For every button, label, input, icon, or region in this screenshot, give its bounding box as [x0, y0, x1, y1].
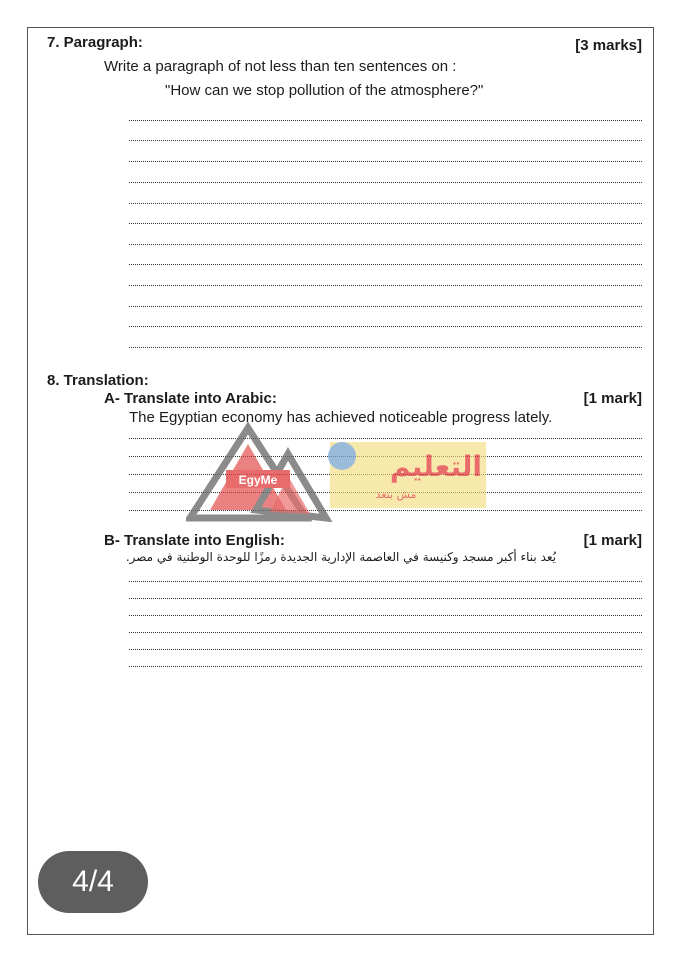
q8b-sentence: يُعد بناء أكبر مسجد وكنيسة في العاصمة الإدارية الجديدة رمزًا للوحدة الوطنية في مصر.	[125, 550, 556, 564]
q8a-heading: A- Translate into Arabic:	[104, 390, 277, 407]
logo-text-left: EgyMe	[238, 473, 278, 487]
answer-line	[129, 202, 642, 204]
answer-line	[129, 222, 642, 224]
answer-line	[129, 631, 642, 633]
q7-instruction: Write a paragraph of not less than ten sentences on :	[104, 58, 457, 75]
logo-text-right: التعليم	[389, 450, 482, 483]
answer-line	[129, 346, 642, 348]
answer-line	[129, 325, 642, 327]
q7-topic: "How can we stop pollution of the atmosphere?"	[165, 82, 484, 99]
answer-line	[129, 597, 642, 599]
answer-line	[129, 243, 642, 245]
q8a-marks: [1 mark]	[583, 390, 642, 407]
answer-line	[129, 614, 642, 616]
answer-line	[129, 119, 642, 121]
answer-line	[129, 648, 642, 650]
answer-line	[129, 284, 642, 286]
q8b-heading: B- Translate into English:	[104, 532, 285, 549]
answer-line	[129, 139, 642, 141]
logo-subtext: مش بتعد	[375, 488, 417, 501]
q8-heading: 8. Translation:	[47, 372, 149, 389]
answer-line	[129, 580, 642, 582]
answer-line	[129, 665, 642, 667]
q7-heading: 7. Paragraph:	[47, 34, 143, 51]
watermark-logo	[186, 418, 491, 522]
answer-line	[129, 181, 642, 183]
answer-line	[129, 160, 642, 162]
answer-line	[129, 263, 642, 265]
q7-marks: [3 marks]	[575, 37, 642, 54]
logo-globe-icon	[328, 442, 356, 470]
q8a-sentence: The Egyptian economy has achieved noticeable progress lately.	[129, 409, 553, 426]
answer-line	[129, 305, 642, 307]
q8b-marks: [1 mark]	[583, 532, 642, 549]
page-number-badge: 4/4	[38, 851, 148, 913]
